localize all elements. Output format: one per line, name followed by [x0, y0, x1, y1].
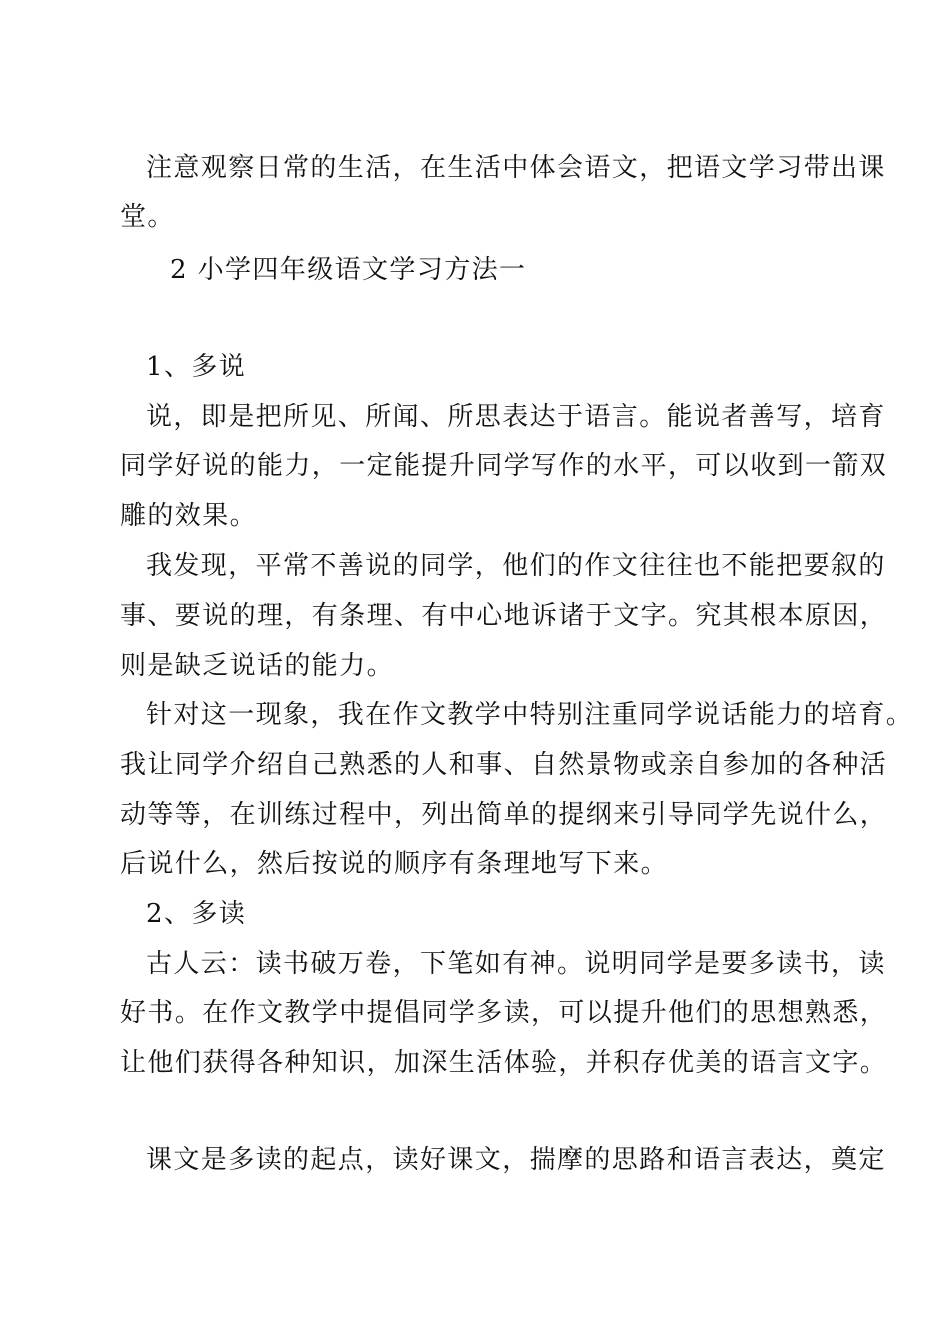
paragraph-line: 好书。在作文教学中提倡同学多读，可以提升他们的思想熟悉，: [120, 998, 888, 1028]
paragraph-line: 事、要说的理，有条理、有中心地诉诸于文字。究其根本原因，: [120, 601, 888, 631]
paragraph-line: 后说什么，然后按说的顺序有条理地写下来。: [120, 849, 669, 879]
paragraph-line: 针对这一现象，我在作文教学中特别注重同学说话能力的培育。: [146, 700, 914, 730]
paragraph-line: 让他们获得各种知识，加深生活体验，并积存优美的语言文字。: [120, 1048, 888, 1078]
paragraph-line: 我发现，平常不善说的同学，他们的作文往往也不能把要叙的: [146, 551, 886, 581]
paragraph-line: 说，即是把所见、所闻、所思表达于语言。能说者善写，培育: [146, 402, 886, 432]
paragraph-line: 动等等，在训练过程中，列出简单的提纲来引导同学先说什么，: [120, 800, 888, 830]
paragraph-line: 我让同学介绍自己熟悉的人和事、自然景物或亲自参加的各种活: [120, 750, 888, 780]
paragraph-line: 课文是多读的起点，读好课文，揣摩的思路和语言表达，奠定: [146, 1145, 886, 1175]
subsection-heading: 1、多说: [146, 352, 247, 382]
paragraph-line: 则是缺乏说话的能力。: [120, 651, 395, 681]
paragraph-line: 注意观察日常的生活，在生活中体会语文，把语文学习带出课: [146, 153, 886, 183]
paragraph-line: 同学好说的能力，一定能提升同学写作的水平，可以收到一箭双: [120, 451, 888, 481]
paragraph-line: 古人云：读书破万卷，下笔如有神。说明同学是要多读书，读: [146, 949, 886, 979]
subsection-heading: 2、多读: [146, 899, 247, 929]
paragraph-line: 堂。: [120, 202, 175, 232]
section-heading: 2 小学四年级语文学习方法一: [170, 255, 527, 285]
paragraph-line: 雕的效果。: [120, 501, 258, 531]
